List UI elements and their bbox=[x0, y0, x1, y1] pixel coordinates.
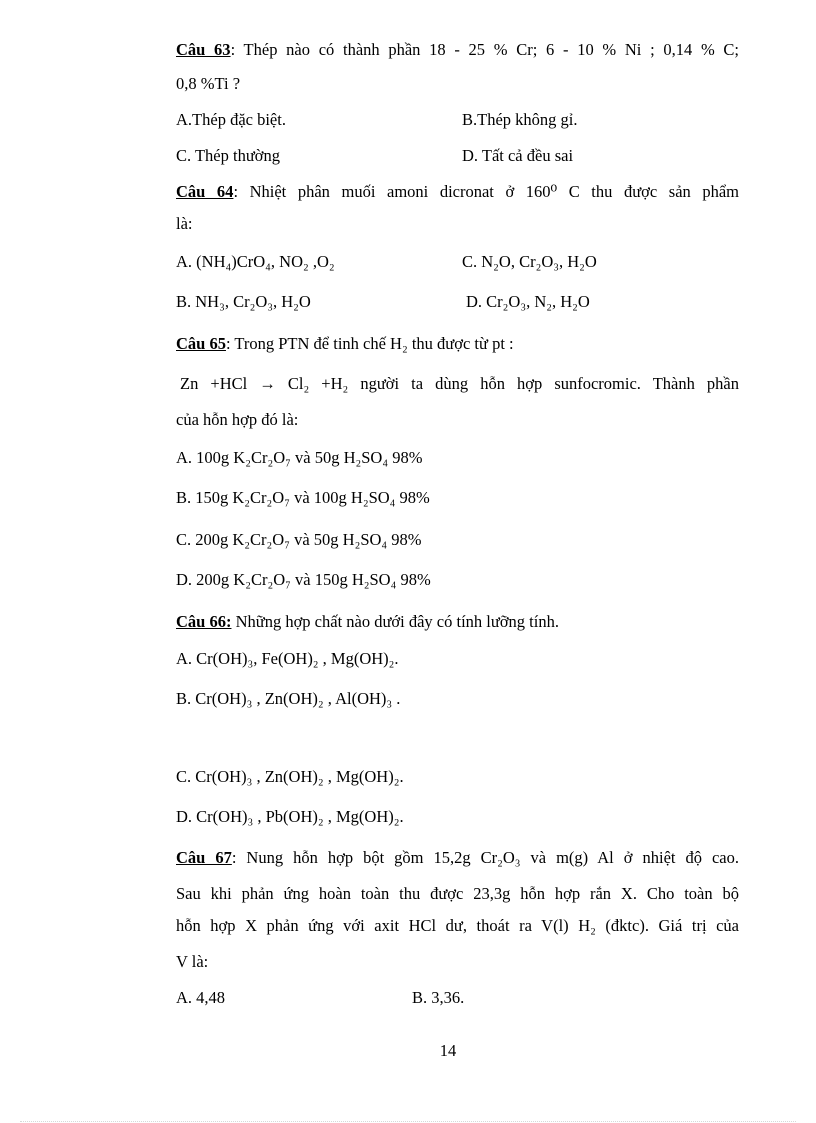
q64-stem-line1 bbox=[176, 182, 739, 202]
page-number: 14 bbox=[439, 1041, 457, 1060]
q67-stem-line4: V là: bbox=[176, 952, 209, 971]
q63-option-b: B.Thép không gỉ. bbox=[462, 110, 578, 129]
q67-option-b: B. 3,36. bbox=[412, 988, 465, 1007]
q65-stem-line2: Zn +HCl → Cl₂ +H₂ người ta dùng hỗn hợp sunfocromic. Thành phần bbox=[180, 374, 739, 393]
q65-stem-line1 bbox=[176, 334, 514, 354]
q64-option-c: C. N₂O, Cr₂O₃, H₂O bbox=[462, 252, 597, 271]
q64-label: Câu 64 bbox=[176, 182, 234, 201]
q63-option-d: D. Tất cả đều sai bbox=[462, 146, 574, 165]
q64-option-b: B. NH₃, Cr₂O₃, H₂O bbox=[176, 292, 311, 311]
q63-stem-text1: : Thép nào có thành phần 18 - 25 % Cr; 6 - 10 % Ni ; 0,14 % C; bbox=[230, 40, 739, 59]
q65-label: Câu 65 bbox=[176, 334, 226, 353]
q66-option-d: D. Cr(OH)₃ , Pb(OH)₂ , Mg(OH)₂. bbox=[176, 807, 404, 826]
q67-stem-line2: Sau khi phản ứng hoàn toàn thu được 23,3g hỗn hợp rắn X. Cho toàn bộ bbox=[176, 884, 739, 903]
q63-label: Câu 63 bbox=[176, 40, 231, 59]
q65-stem-line3: của hỗn hợp đó là: bbox=[176, 410, 299, 429]
q63-option-c: C. Thép thường bbox=[176, 146, 280, 165]
q64-option-a: A. (NH₄)CrO₄, NO₂ ,O₂ bbox=[176, 252, 335, 271]
q67-stem-line3: hỗn hợp X phản ứng với axit HCl dư, thoát ra V(l) H₂ (đktc). Giá trị của bbox=[176, 916, 739, 935]
q66-option-a: A. Cr(OH)₃, Fe(OH)₂ , Mg(OH)₂. bbox=[176, 649, 399, 668]
q64-option-d: D. Cr₂O₃, N₂, H₂O bbox=[466, 292, 590, 311]
q67-stem-line1 bbox=[176, 848, 739, 868]
q67-label: Câu 67 bbox=[176, 848, 232, 867]
q65-option-c: C. 200g K₂Cr₂O₇ và 50g H₂SO₄ 98% bbox=[176, 530, 422, 549]
q67-stem-text1: : Nung hỗn hợp bột gồm 15,2g Cr₂O₃ và m(g) Al ở nhiệt độ cao. bbox=[231, 848, 739, 867]
q66-label: Câu 66: bbox=[176, 612, 232, 631]
q66-option-c: C. Cr(OH)₃ , Zn(OH)₂ , Mg(OH)₂. bbox=[176, 767, 404, 786]
q64-stem-text1: : Nhiệt phân muối amoni dicronat ở 160⁰ C thu được sản phẩm bbox=[233, 182, 740, 201]
q65-option-b: B. 150g K₂Cr₂O₇ và 100g H₂SO₄ 98% bbox=[176, 488, 430, 507]
q64-stem-line2: là: bbox=[176, 214, 193, 233]
q65-option-d: D. 200g K₂Cr₂O₇ và 150g H₂SO₄ 98% bbox=[176, 570, 431, 589]
q66-stem-text1: Những hợp chất nào dưới đây có tính lưỡng tính. bbox=[231, 612, 559, 631]
q65-stem-text1: : Trong PTN để tinh chế H₂ thu được từ pt : bbox=[225, 334, 514, 353]
q63-stem-line1 bbox=[176, 40, 739, 60]
q63-stem-line2: 0,8 %Ti ? bbox=[176, 74, 241, 93]
q63-option-a: A.Thép đặc biệt. bbox=[176, 110, 286, 129]
q67-option-a: A. 4,48 bbox=[176, 988, 226, 1007]
q66-option-b: B. Cr(OH)₃ , Zn(OH)₂ , Al(OH)₃ . bbox=[176, 689, 401, 708]
footer-divider bbox=[20, 1121, 796, 1122]
q65-option-a: A. 100g K₂Cr₂O₇ và 50g H₂SO₄ 98% bbox=[176, 448, 423, 467]
q66-stem-line1 bbox=[176, 612, 559, 632]
